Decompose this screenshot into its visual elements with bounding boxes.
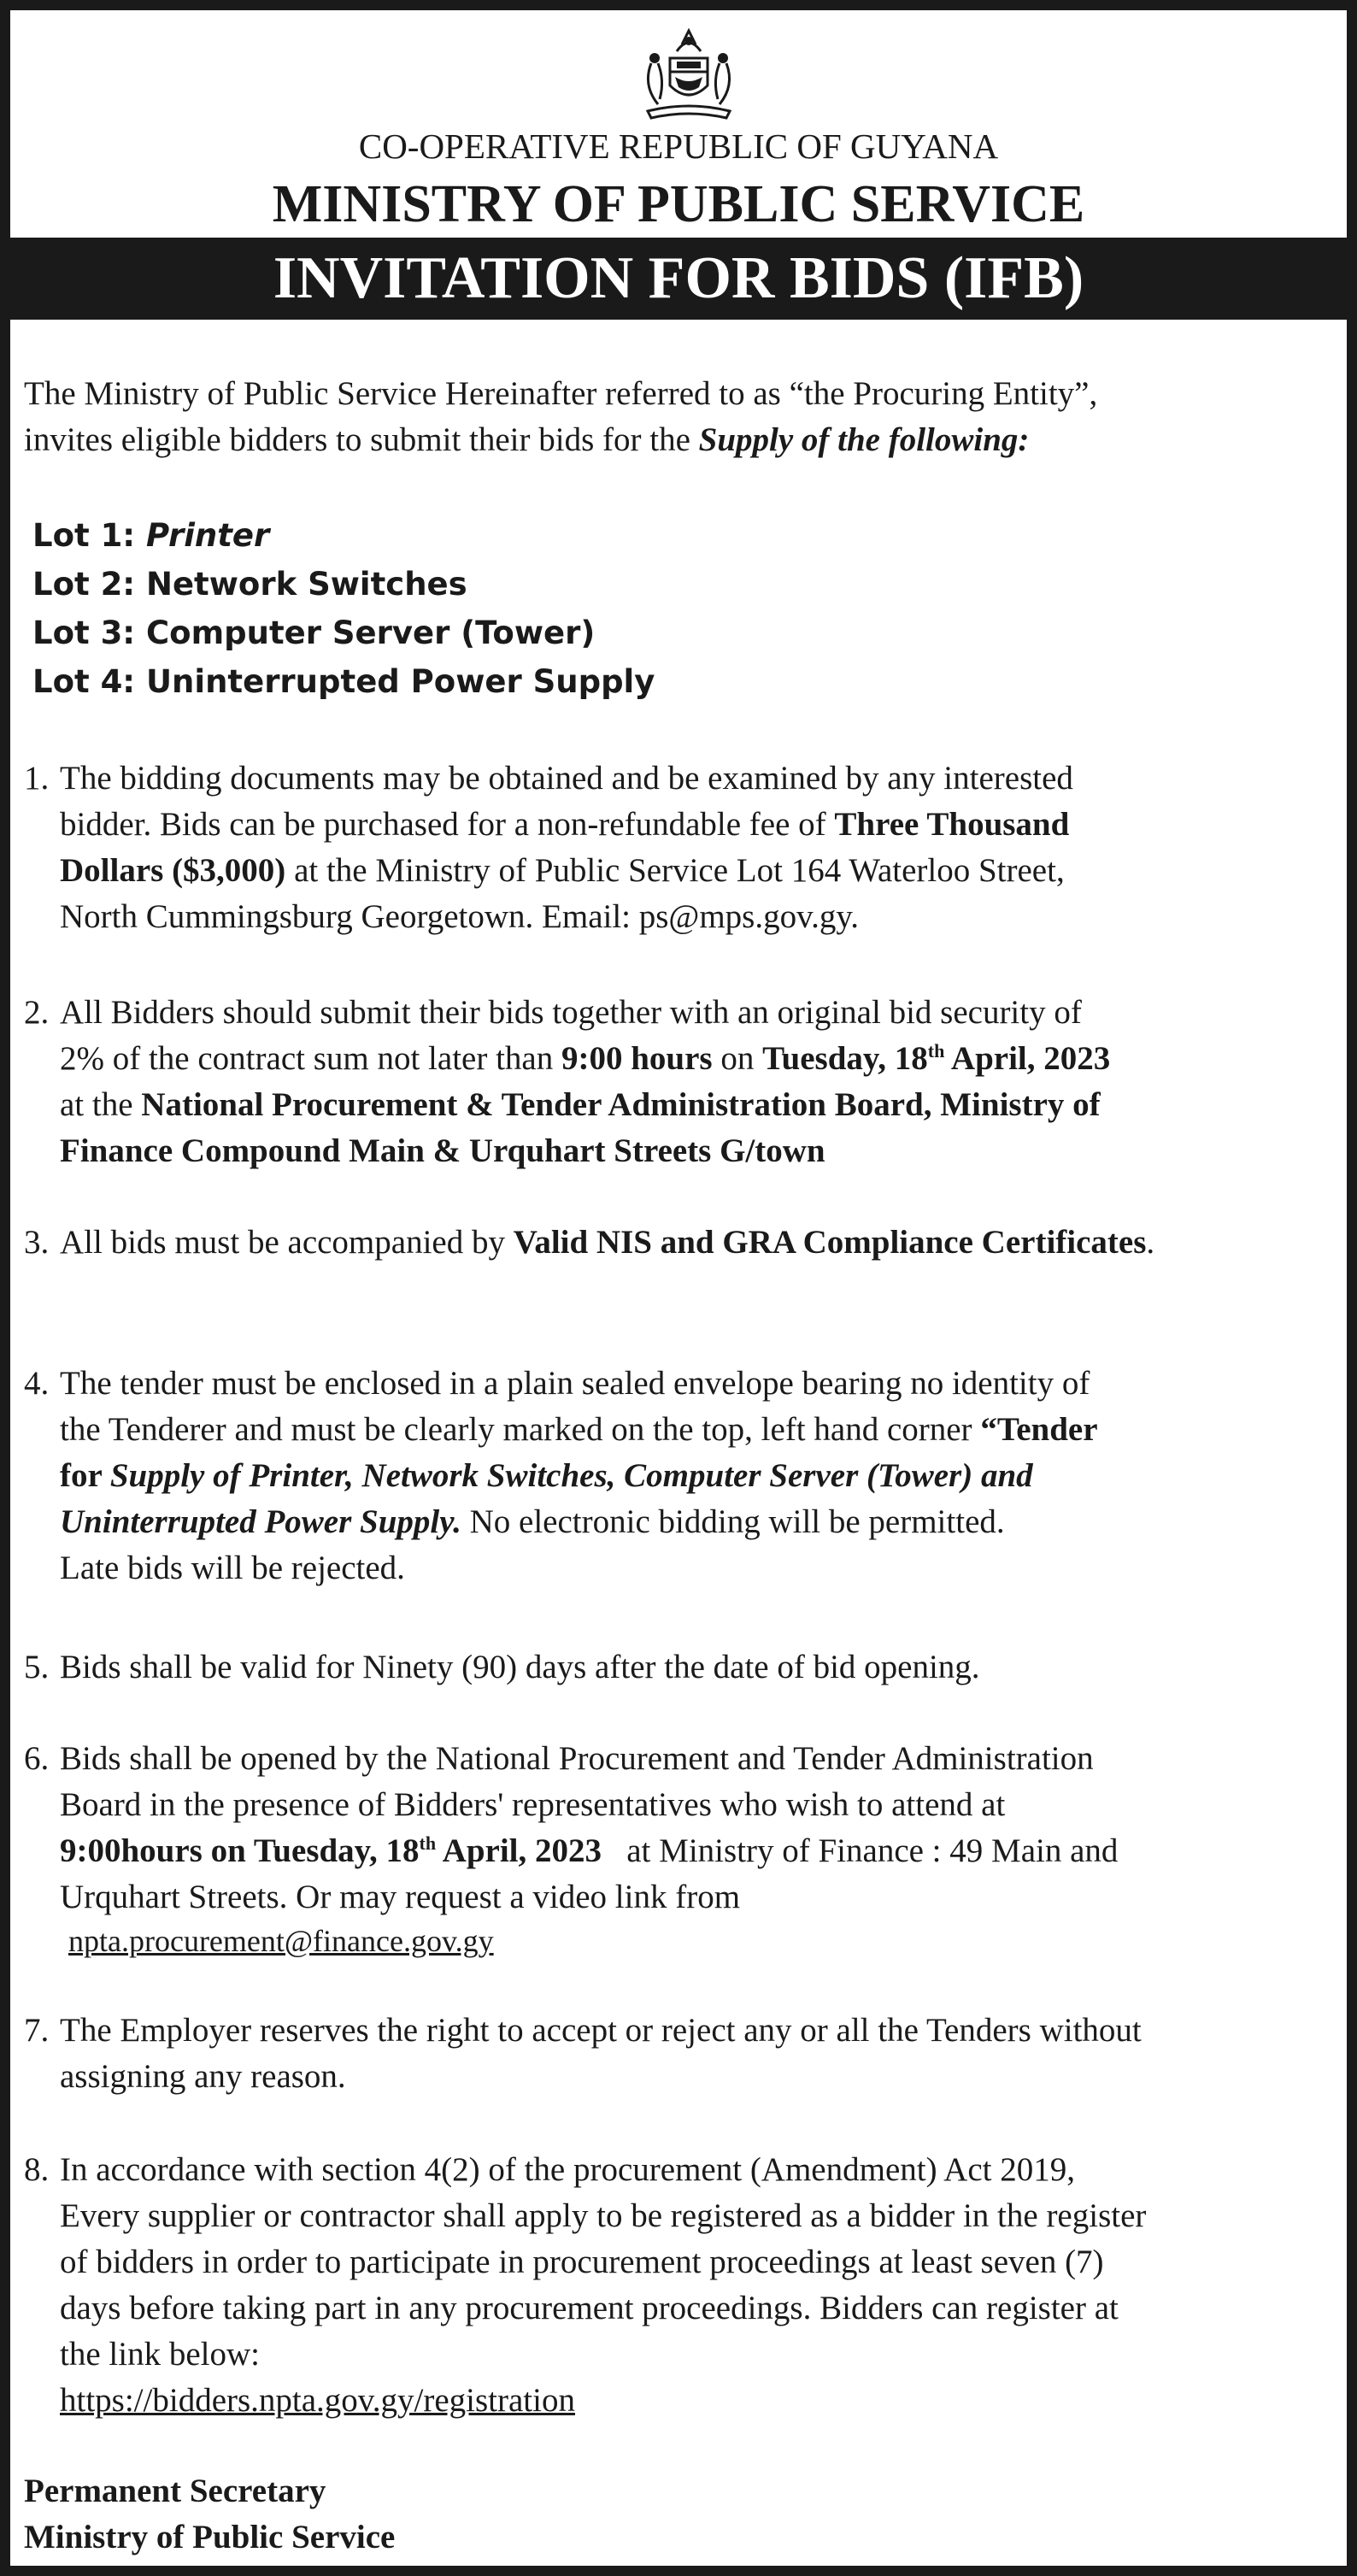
clause-number: 4. bbox=[24, 1365, 50, 1402]
clause-5-bid-validity: 5. Bids shall be valid for Ninety (90) days after the date of bid opening. bbox=[24, 1644, 980, 1691]
clause-number: 7. bbox=[24, 2012, 50, 2049]
intro-line: invites eligible bidders to submit their bids for the Supply of the following: bbox=[24, 421, 1030, 458]
ministry-name: MINISTRY OF PUBLIC SERVICE bbox=[272, 175, 1085, 233]
clause-number: 3. bbox=[24, 1224, 50, 1261]
signature-block bbox=[24, 2468, 395, 2561]
clause-number: 2. bbox=[24, 994, 50, 1031]
clause-2-bid-submission: 2. All Bidders should submit their bids together with an original bid security of 2% of the contract sum not later than 9:00 hours on Tuesday, 18th April, 2023 at the National Procurement & Tender Administration Board, Ministry of Finance Compound Main & Urquhart Streets G/town bbox=[24, 990, 1110, 1174]
lot-item bbox=[32, 657, 655, 706]
clause-number: 6. bbox=[24, 1740, 50, 1777]
lot-item bbox=[32, 560, 655, 609]
signatory-title: Permanent Secretary bbox=[24, 2473, 326, 2509]
registration-link[interactable]: https://bidders.npta.gov.gy/registration bbox=[60, 2382, 575, 2419]
lot-label: Lot 2: bbox=[32, 566, 146, 603]
signatory-office: Ministry of Public Service bbox=[24, 2519, 396, 2555]
lot-label: Lot 1: bbox=[32, 517, 146, 554]
intro-paragraph bbox=[24, 371, 1097, 463]
clause-number: 1. bbox=[24, 760, 50, 797]
lot-name: Network Switches bbox=[146, 566, 467, 603]
clause-number: 5. bbox=[24, 1649, 50, 1685]
lot-list bbox=[32, 511, 655, 706]
notice-banner-title: INVITATION FOR BIDS (IFB) bbox=[10, 238, 1347, 320]
npta-email-link[interactable]: npta.procurement@finance.gov.gy bbox=[68, 1924, 494, 1958]
clause-8-bidder-registration: 8. In accordance with section 4(2) of the procurement (Amendment) Act 2019, Every supplier or contractor shall apply to be registered as a bidder in the register of bidders in order to participate in procurement proceedings at least seven (7) days before taking part in any procurement proceedings. Bidders can register at the link below: https://bidders.npta.gov.gy/registration bbox=[24, 2147, 1146, 2424]
lot-label: Lot 4: bbox=[32, 663, 146, 700]
submission-deadline: Tuesday, 18th April, 2023 bbox=[762, 1040, 1111, 1077]
clause-1-bidding-documents: 1. The bidding documents may be obtained and be examined by any interested bidder. Bids can be purchased for a non-refundable fee of Three Thousand Dollars ($3,000) at the Ministry of Public Service Lot 164 Waterloo Street, North Cummingsburg Georgetown. Email: ps@mps.gov.gy. bbox=[24, 756, 1073, 940]
lot-name: Printer bbox=[146, 517, 270, 554]
lot-name: Computer Server (Tower) bbox=[146, 615, 596, 651]
lot-name: Uninterrupted Power Supply bbox=[146, 663, 655, 700]
clause-3-compliance-certificates: 3. All bids must be accompanied by Valid NIS and GRA Compliance Certificates. bbox=[24, 1220, 1154, 1266]
clause-6-bid-opening: 6. Bids shall be opened by the National Procurement and Tender Administration Board in the presence of Bidders' representatives who wish to attend at 9:00hours on Tuesday, 18th April, 2023 at Ministry of Finance : 49 Main and Urquhart Streets. Or may request a video link from npta.procurement@finance.gov.gy bbox=[24, 1736, 1118, 1961]
intro-line: The Ministry of Public Service Hereinafter referred to as “the Procuring Entity”, bbox=[24, 375, 1098, 412]
supply-emphasis: Supply of the following: bbox=[698, 421, 1030, 458]
clause-number: 8. bbox=[24, 2151, 50, 2188]
country-name: CO-OPERATIVE REPUBLIC OF GUYANA bbox=[358, 126, 999, 166]
ministry-email-line: North Cummingsburg Georgetown. Email: ps@mps.gov.gy. bbox=[60, 898, 860, 935]
clause-7-employer-rights: 7. The Employer reserves the right to accept or reject any or all the Tenders without assigning any reason. bbox=[24, 2008, 1142, 2100]
lot-item bbox=[32, 511, 655, 560]
lot-label: Lot 3: bbox=[32, 615, 146, 651]
opening-datetime: 9:00hours on Tuesday, 18th April, 2023 bbox=[60, 1832, 602, 1869]
lot-item bbox=[32, 609, 655, 657]
coat-of-arms-emblem bbox=[639, 26, 738, 121]
clause-4-envelope-marking: 4. The tender must be enclosed in a plain sealed envelope bearing no identity of the Tenderer and must be clearly marked on the top, left hand corner “Tender for Supply of Printer, Network Switches, Computer Server (Tower) and Uninterrupted Power Supply. No electronic bidding will be permitted. Late bids will be rejected. bbox=[24, 1361, 1098, 1591]
